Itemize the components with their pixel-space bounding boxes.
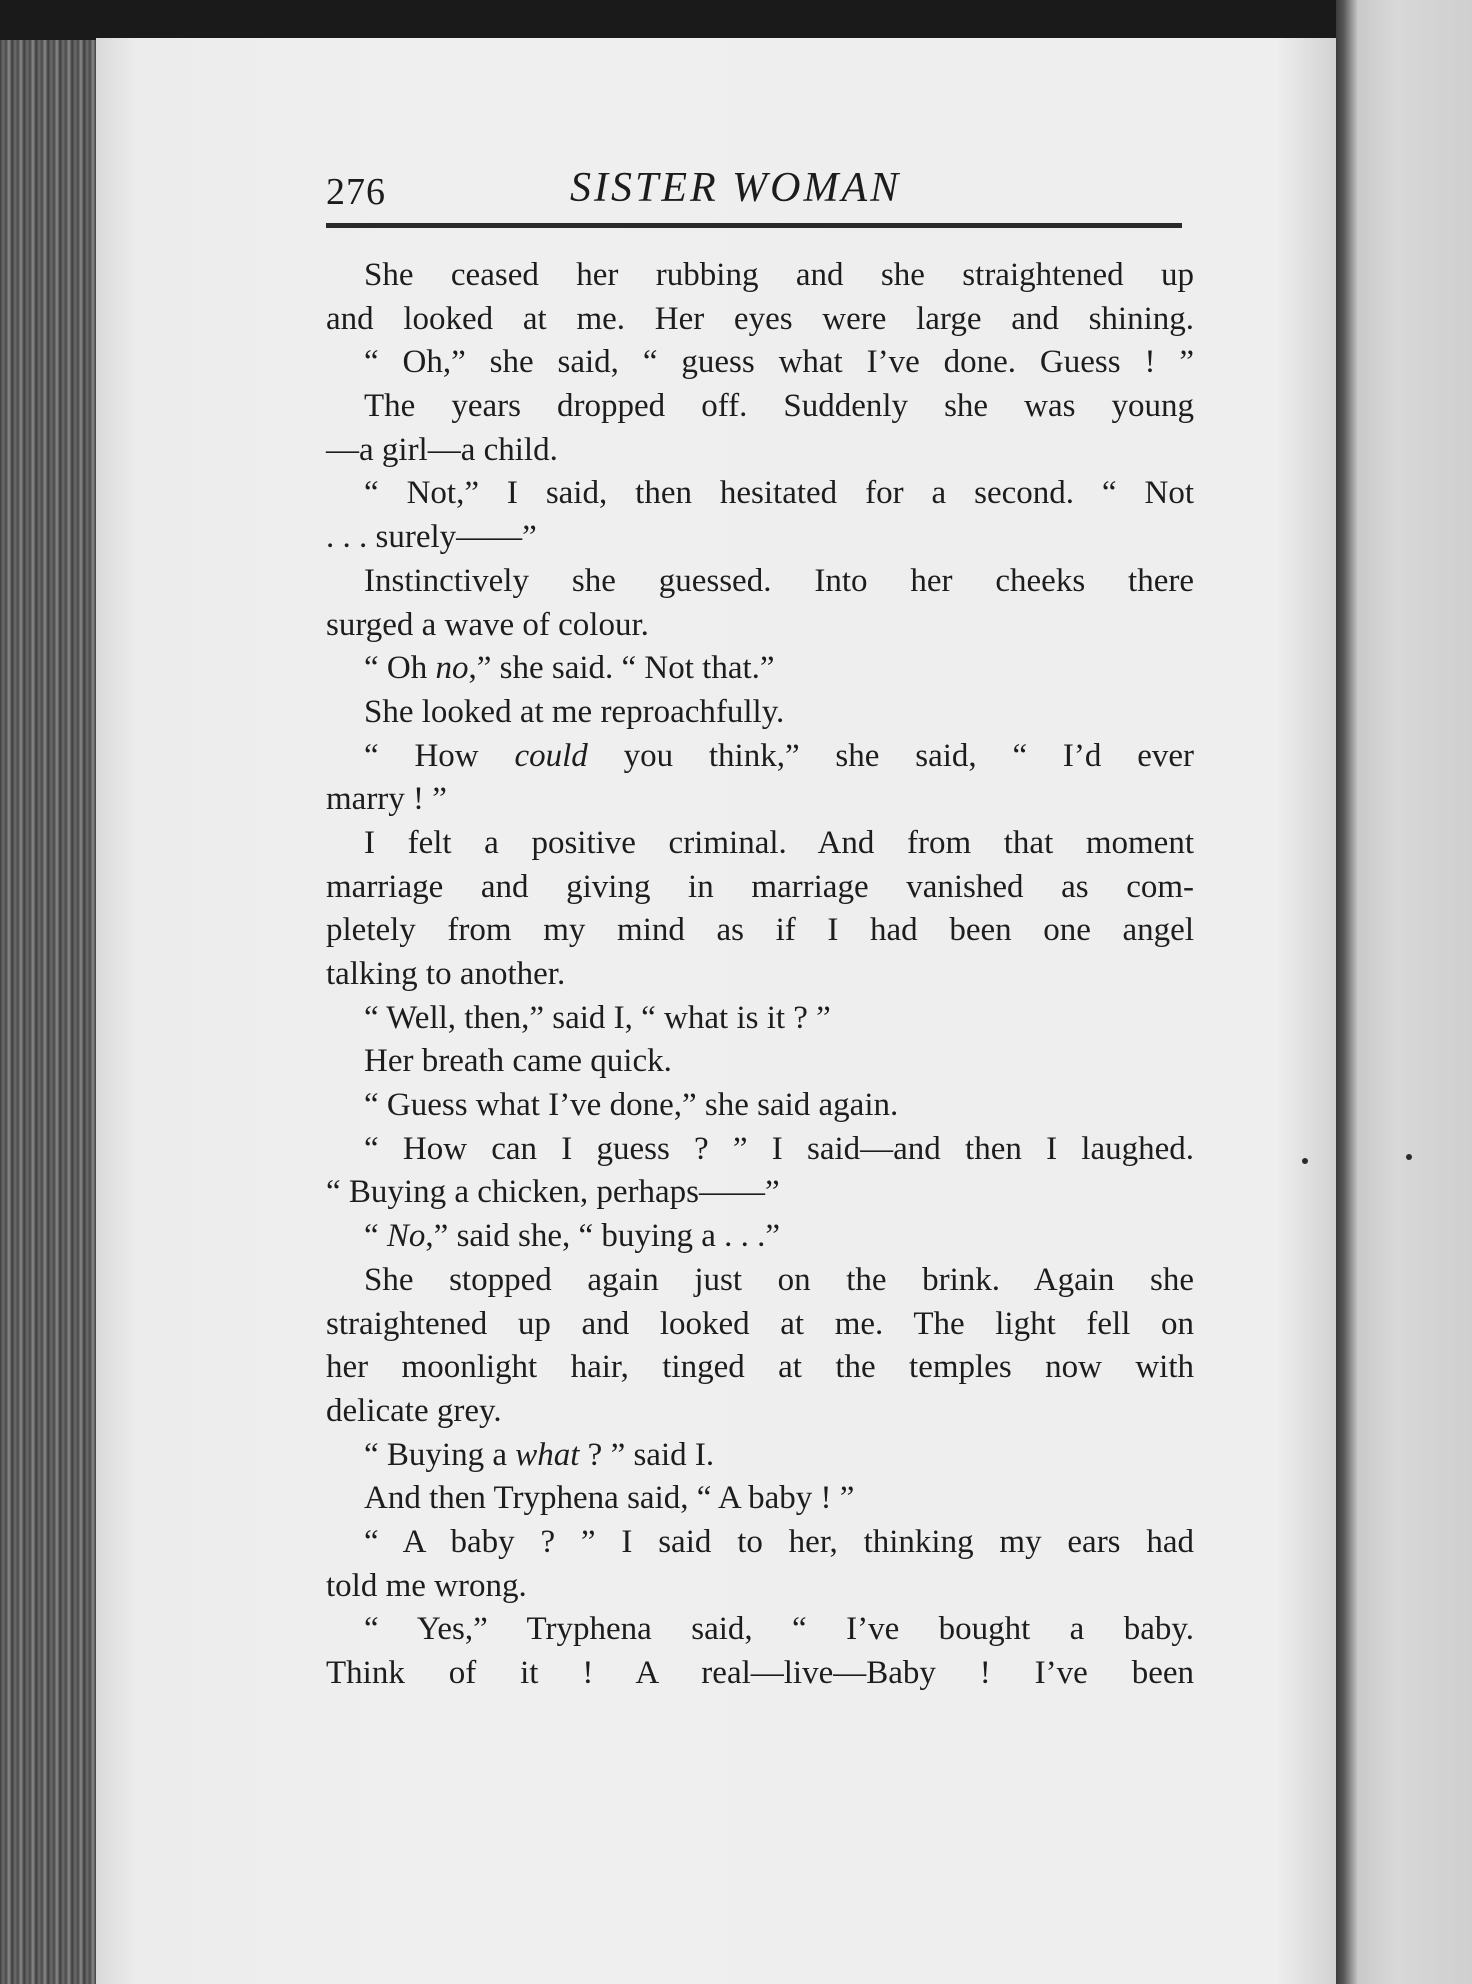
text-line: She looked at me reproachfully. bbox=[364, 693, 785, 730]
text-line: “ Not,” I said, then hesitated for a second. “ Not bbox=[364, 475, 1194, 512]
text-line: Think of it ! A real—live—Baby ! I’ve been bbox=[326, 1655, 1194, 1691]
text-line: —a girl—a child. bbox=[326, 431, 558, 468]
text-line: “ Oh,” she said, “ guess what I’ve done. Guess ! ” bbox=[364, 344, 1194, 381]
text-line: straightened up and looked at me. The light fell on bbox=[326, 1305, 1194, 1342]
text-line: “ How can I guess ? ” I said—and then I laughed. bbox=[364, 1130, 1194, 1167]
ink-speck bbox=[1302, 1158, 1308, 1164]
text-line: told me wrong. bbox=[326, 1567, 527, 1604]
body-text bbox=[326, 254, 1194, 1696]
facing-page-edge bbox=[1336, 0, 1472, 1984]
text-line: “ How could you think,” she said, “ I’d ever bbox=[364, 737, 1194, 774]
text-line: I felt a positive criminal. And from that moment bbox=[364, 824, 1194, 861]
text-line: surged a wave of colour. bbox=[326, 606, 649, 643]
text-line: She ceased her rubbing and she straightened up bbox=[364, 257, 1194, 293]
running-head bbox=[326, 158, 1182, 218]
text-line: “ No,” said she, “ buying a . . .” bbox=[364, 1218, 781, 1255]
text-line: “ Yes,” Tryphena said, “ I’ve bought a baby. bbox=[364, 1611, 1194, 1648]
text-line: Her breath came quick. bbox=[364, 1043, 672, 1080]
text-line: talking to another. bbox=[326, 956, 566, 992]
ink-speck bbox=[1406, 1154, 1412, 1160]
text-line: “ Oh no,” she said. “ Not that.” bbox=[364, 650, 775, 687]
text-line: marry ! ” bbox=[326, 781, 447, 818]
text-line: . . . surely——” bbox=[326, 519, 537, 556]
text-line: “ Buying a what ? ” said I. bbox=[364, 1436, 715, 1473]
header-rule bbox=[326, 223, 1182, 228]
scan-top-border bbox=[0, 0, 1472, 40]
text-line: “ Guess what I’ve done,” she said again. bbox=[364, 1087, 899, 1124]
text-line: Instinctively she guessed. Into her cheeks there bbox=[364, 562, 1194, 599]
text-line: pletely from my mind as if I had been one angel bbox=[326, 912, 1194, 949]
text-line: And then Tryphena said, “ A baby ! ” bbox=[364, 1480, 855, 1517]
text-line: her moonlight hair, tinged at the temples now with bbox=[326, 1349, 1194, 1386]
text-line: delicate grey. bbox=[326, 1392, 502, 1429]
text-line: “ A baby ? ” I said to her, thinking my ears had bbox=[364, 1523, 1194, 1560]
text-line: “ Buying a chicken, perhaps——” bbox=[326, 1174, 780, 1211]
text-line: and looked at me. Her eyes were large and shining. bbox=[326, 300, 1194, 337]
page-number: 276 bbox=[326, 171, 386, 213]
text-line: “ Well, then,” said I, “ what is it ? ” bbox=[364, 999, 831, 1036]
book-title: SISTER WOMAN bbox=[570, 165, 902, 211]
page-fore-edge bbox=[0, 40, 100, 1984]
text-line: The years dropped off. Suddenly she was young bbox=[364, 388, 1194, 425]
text-line: marriage and giving in marriage vanished as com- bbox=[326, 868, 1194, 905]
text-line: She stopped again just on the brink. Again she bbox=[364, 1261, 1194, 1298]
